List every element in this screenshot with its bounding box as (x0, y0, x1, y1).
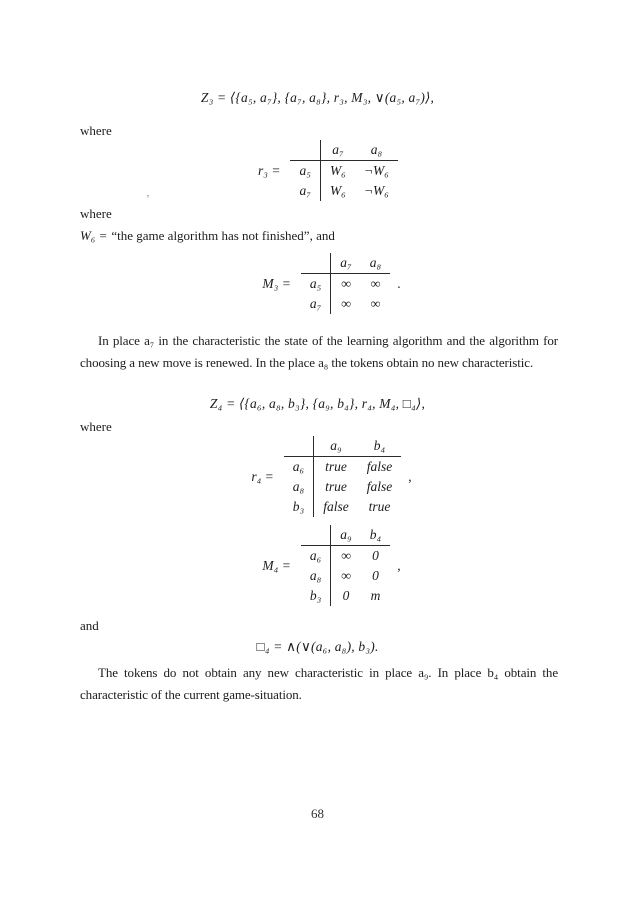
where-label-1: where (80, 123, 112, 138)
table-row (301, 566, 390, 586)
table-cell: W₆ (329, 183, 346, 198)
table-cell: ¬W₆ (363, 163, 389, 178)
row-label: a₈ (284, 477, 314, 497)
and-label: and (80, 618, 99, 633)
table-cell: m (370, 588, 381, 603)
r4-definition-block (14, 436, 635, 517)
scan-artifact-mark: ’ (146, 193, 150, 205)
table-row (284, 497, 401, 517)
m4-matrix-table (301, 525, 390, 606)
column-header: a₈ (361, 253, 390, 274)
where-label-2: where (80, 206, 112, 221)
row-label: a₈ (301, 566, 331, 586)
row-label: a₅ (301, 274, 331, 295)
table-cell: 0 (372, 568, 379, 583)
column-header: a₉ (314, 436, 358, 457)
corner-cell (301, 525, 331, 546)
table-cell: ¬W₆ (363, 183, 389, 198)
equation-box4: □₄ = ∧(∨(a₆, a₈), b₃). (256, 639, 379, 654)
row-label: a₅ (290, 161, 320, 182)
equation-z3: Z₃ = ⟨{a₅, a₇}, {a₇, a₈}, r₃, M₃, ∨(a₅, a₇)⟩, (200, 90, 435, 105)
r3-matrix-table (290, 140, 397, 201)
table-cell: ∞ (341, 276, 351, 291)
table-cell: ∞ (370, 296, 381, 311)
r3-label: r₃ = (258, 162, 281, 178)
m3-trailing-punctuation: . (397, 275, 401, 291)
table-row (301, 586, 390, 606)
r3-definition-block (14, 140, 635, 201)
column-header: a₉ (331, 525, 361, 546)
table-cell: true (325, 459, 347, 474)
row-label: a₇ (301, 294, 331, 314)
table-row (290, 181, 397, 201)
table-row (301, 546, 390, 567)
table-row (284, 457, 401, 478)
column-header: b₄ (358, 436, 402, 457)
table-header-row (284, 436, 401, 457)
table-header-row (301, 525, 390, 546)
table-cell: ∞ (370, 276, 381, 291)
w6-definition-line (80, 226, 635, 245)
m4-definition-block (14, 525, 635, 606)
table-cell: W₆ (329, 163, 346, 178)
m3-label: M₃ = (262, 275, 291, 291)
row-label: a₆ (284, 457, 314, 478)
table-cell: true (368, 499, 391, 514)
table-cell: 0 (372, 548, 379, 563)
row-label: a₆ (301, 546, 331, 567)
table-cell: ∞ (341, 296, 351, 311)
column-header: b₄ (361, 525, 390, 546)
column-header: a₇ (320, 140, 354, 161)
table-cell: false (366, 459, 393, 474)
table-row (284, 477, 401, 497)
table-row (301, 274, 390, 295)
row-label: b₃ (284, 497, 314, 517)
corner-cell (301, 253, 331, 274)
column-header: a₇ (331, 253, 361, 274)
table-cell: false (323, 499, 349, 514)
m3-definition-block (14, 253, 635, 314)
row-label: a₇ (290, 181, 320, 201)
table-cell: true (325, 479, 347, 494)
m3-matrix-table (301, 253, 390, 314)
r4-label: r₄ = (251, 468, 274, 484)
where-label-3: where (80, 419, 112, 434)
w6-symbol: W₆ = (80, 228, 108, 243)
column-header: a₈ (355, 140, 398, 161)
table-cell: ∞ (341, 568, 351, 583)
corner-cell (284, 436, 314, 457)
equation-z4: Z₄ = ⟨{a₆, a₈, b₃}, {a₉, b₄}, r₄, M₄, □₄⟩, (209, 396, 426, 411)
table-header-row (301, 253, 390, 274)
table-cell: ∞ (341, 548, 351, 563)
r4-matrix-table (284, 436, 401, 517)
table-row (290, 161, 397, 182)
table-row (301, 294, 390, 314)
table-header-row (290, 140, 397, 161)
body-paragraph-1: In place a₇ in the characteristic the state of the learning algorithm and the algorithm for choosing a new move is renewed. In the place a₈ the tokens obtain no new characteristic. (80, 333, 558, 370)
m4-label: M₄ = (262, 557, 291, 573)
corner-cell (290, 140, 320, 161)
m4-trailing-punctuation: , (397, 557, 401, 573)
page-number: 68 (311, 806, 324, 821)
table-cell: false (366, 479, 393, 494)
w6-text: “the game algorithm has not finished”, and (111, 228, 335, 243)
body-paragraph-2: The tokens do not obtain any new characteristic in place a₉. In place b₄ obtain the characteristic of the current game-situation. (80, 665, 558, 702)
row-label: b₃ (301, 586, 331, 606)
table-cell: 0 (342, 588, 350, 603)
r4-trailing-punctuation: , (408, 468, 412, 484)
